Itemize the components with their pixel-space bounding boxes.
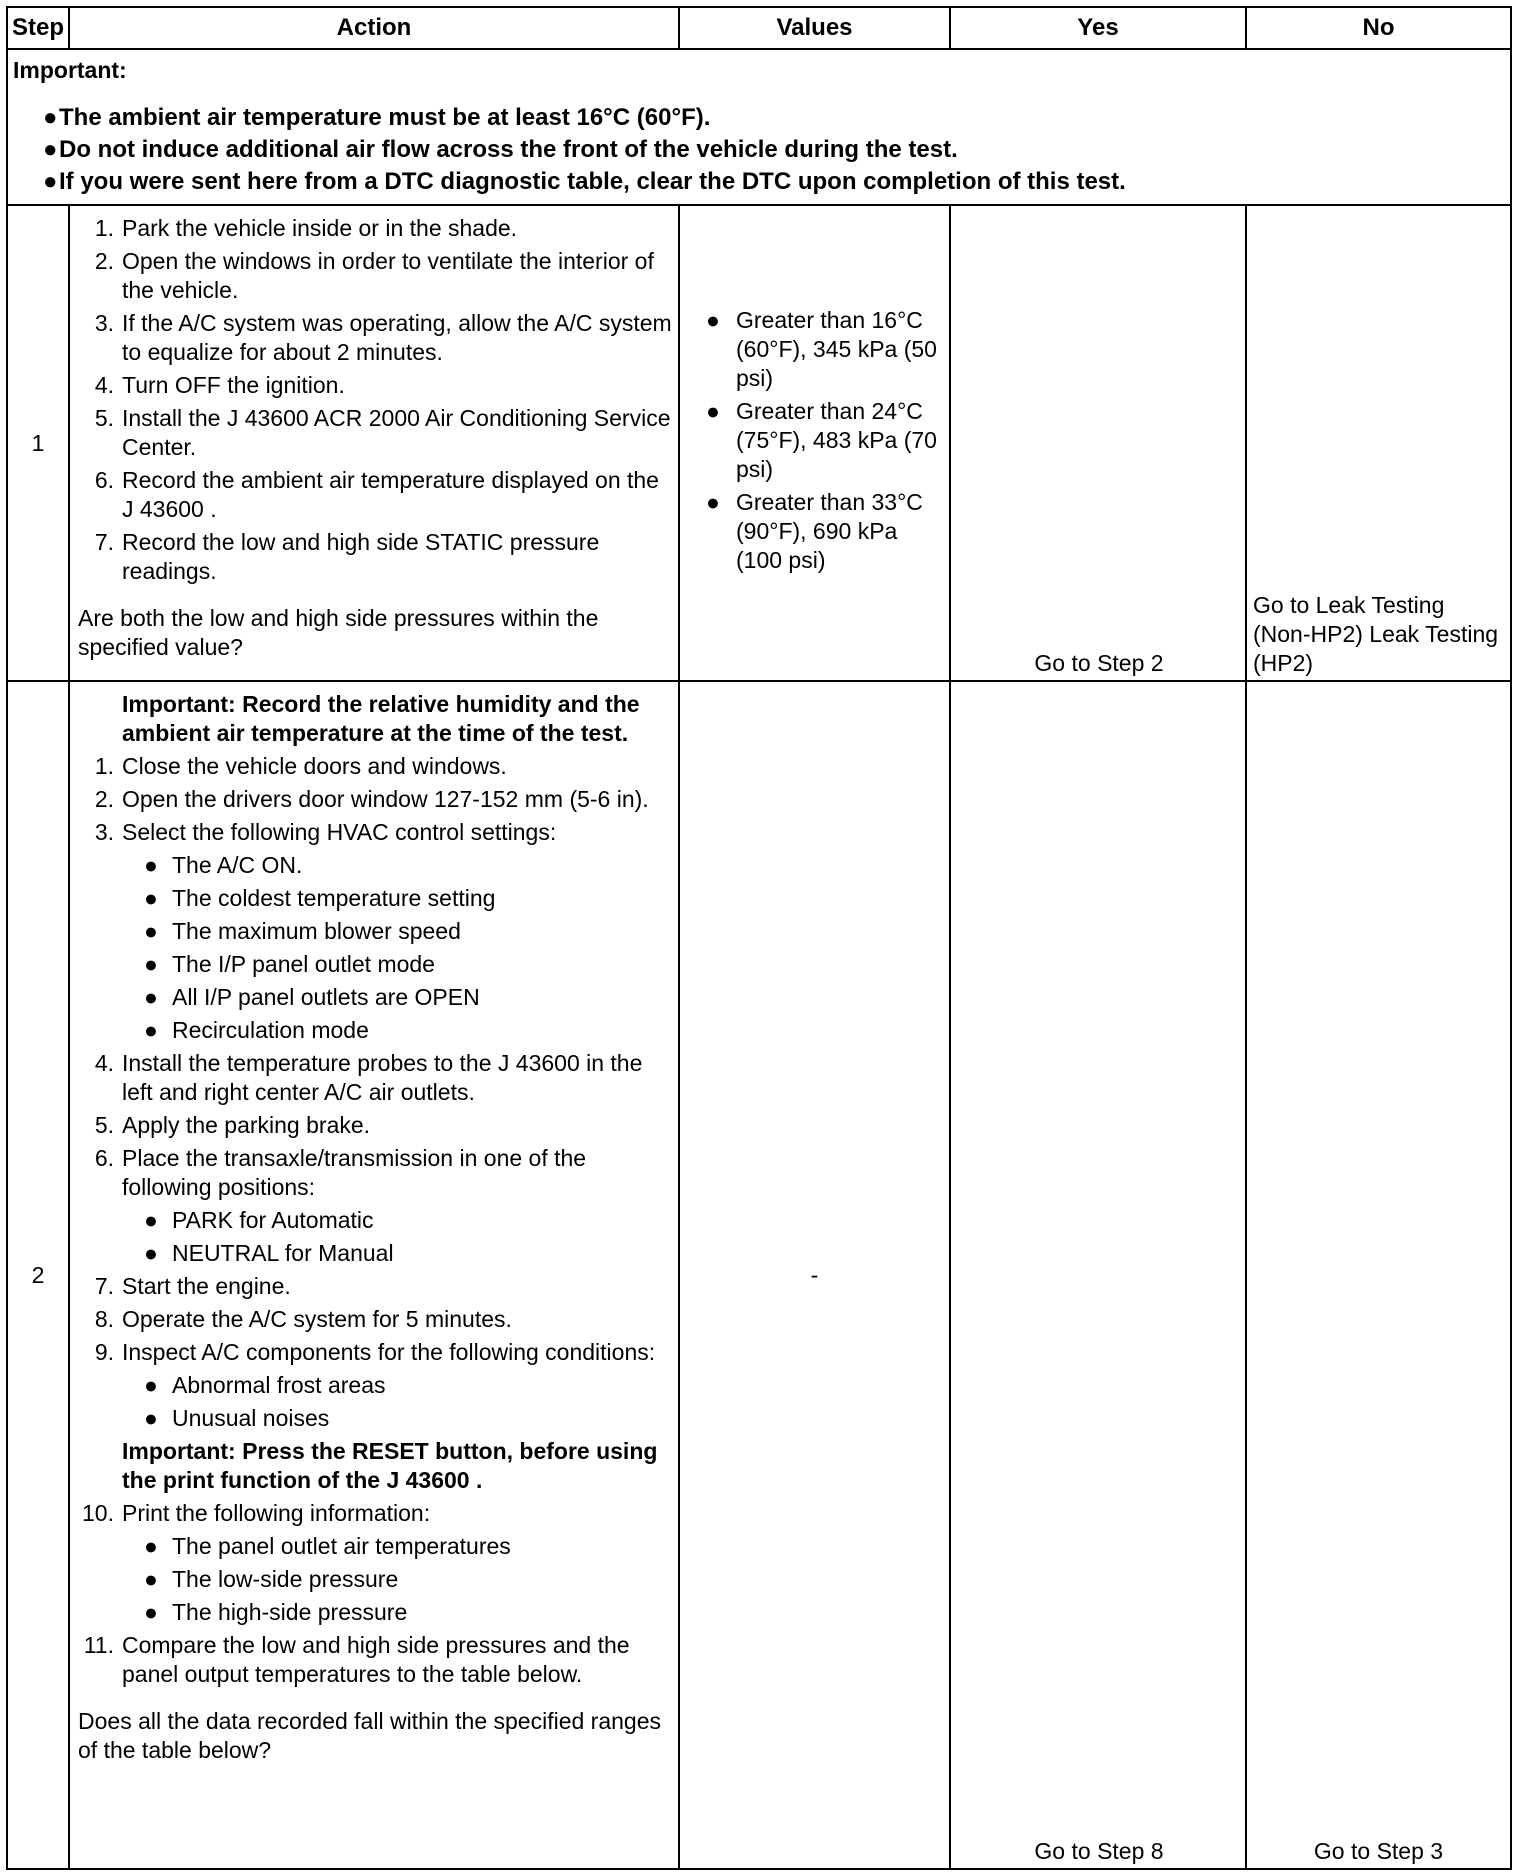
action-item: 5. Apply the parking brake. — [94, 1112, 371, 1138]
action-item: 2. Open the drivers door window 127-152 mm (5-6 in). — [94, 786, 649, 812]
step-2-yes: Go to Step 8 — [950, 681, 1246, 1869]
important-note: Important: Record the relative humidity and the ambient air temperature at the time of the test. — [122, 691, 640, 746]
step-2-action — [69, 681, 679, 1869]
action-item: 3. If the A/C system was operating, allow the A/C system to equalize for about 2 minutes. — [94, 310, 672, 365]
step-1-values-list — [684, 306, 945, 575]
action-item: 5. Install the J 43600 ACR 2000 Air Conditioning Service Center. — [94, 405, 671, 460]
transmission-positions-list — [122, 1206, 672, 1268]
important-item: ● The ambient air temperature must be at least 16°C (60°F). — [13, 102, 1506, 134]
bullet-icon: ● — [43, 136, 58, 163]
value-item: ● Greater than 24°C (75°F), 483 kPa (70 psi) — [706, 398, 937, 482]
header-step: Step — [7, 7, 69, 49]
bullet-icon: ● — [144, 1372, 158, 1398]
step-1-question: Are both the low and high side pressures within the specified value? — [78, 605, 599, 660]
bullet-icon: ● — [43, 168, 58, 195]
action-item: 4. Turn OFF the ignition. — [94, 372, 345, 398]
value-item: ● Greater than 16°C (60°F), 345 kPa (50 psi) — [706, 307, 937, 391]
action-item: 7. Record the low and high side STATIC pressure readings. — [94, 529, 600, 584]
important-title: Important: — [13, 57, 127, 83]
step-1-number: 1 — [7, 205, 69, 681]
action-item: 2. Open the windows in order to ventilate the interior of the vehicle. — [94, 248, 654, 303]
bullet-icon: ● — [43, 104, 58, 131]
action-item: 4. Install the temperature probes to the J 43600 in the left and right center A/C air outlets. — [94, 1050, 643, 1105]
step-2-values: - — [679, 681, 950, 1869]
bullet-icon: ● — [144, 1017, 158, 1043]
bullet-icon: ● — [144, 1405, 158, 1431]
step-1-row — [7, 205, 1511, 681]
action-item: 3. Select the following HVAC control settings: ● The A/C ON. ● The coldest temperature setting ● The maximum blower speed ● The I/P panel outlet mode ● All I/P panel outlets are OPEN ● Recirculation mode — [78, 818, 672, 1045]
header-no: No — [1246, 7, 1511, 49]
sub-item: ● The high-side pressure — [144, 1599, 408, 1625]
action-item: 7. Start the engine. — [94, 1273, 291, 1299]
important-item: ● If you were sent here from a DTC diagnostic table, clear the DTC upon completion of this test. — [13, 166, 1506, 198]
action-item: 9. Inspect A/C components for the following conditions: ● Abnormal frost areas ● Unusual noises — [78, 1338, 672, 1433]
step-2-row — [7, 681, 1511, 1869]
action-item: 6. Place the transaxle/transmission in one of the following positions: ● PARK for Automatic ● NEUTRAL for Manual — [78, 1144, 672, 1268]
bullet-icon: ● — [144, 984, 158, 1010]
print-info-list — [122, 1532, 672, 1627]
header-values: Values — [679, 7, 950, 49]
sub-item: ● The I/P panel outlet mode — [144, 951, 435, 977]
step-1-values — [679, 205, 950, 681]
sub-item: ● All I/P panel outlets are OPEN — [144, 984, 480, 1010]
bullet-icon: ● — [144, 885, 158, 911]
action-item: 11. Compare the low and high side pressures and the panel output temperatures to the table below. — [83, 1632, 630, 1687]
bullet-icon: ● — [144, 1533, 158, 1559]
hvac-settings-list — [122, 851, 672, 1045]
important-cell — [7, 49, 1511, 205]
sub-item: ● PARK for Automatic — [144, 1207, 374, 1233]
diagnostic-table-document — [6, 6, 1510, 1870]
important-list — [13, 102, 1506, 198]
step-1-action-list — [78, 214, 672, 586]
action-item: 1. Close the vehicle doors and windows. — [94, 753, 507, 779]
header-yes: Yes — [950, 7, 1246, 49]
sub-item: ● The coldest temperature setting — [144, 885, 496, 911]
action-item: 6. Record the ambient air temperature displayed on the J 43600 . — [94, 467, 659, 522]
action-item: 8. Operate the A/C system for 5 minutes. — [94, 1306, 512, 1332]
action-item: 10. Print the following information: ● The panel outlet air temperatures ● The low-side pressure ● The high-side pressure — [78, 1499, 672, 1627]
bullet-icon: ● — [144, 852, 158, 878]
sub-item: ● Abnormal frost areas — [144, 1372, 386, 1398]
header-row — [7, 7, 1511, 49]
conditions-list — [122, 1371, 672, 1433]
sub-item: ● The low-side pressure — [144, 1566, 399, 1592]
bullet-icon: ● — [144, 1240, 158, 1266]
step-2-action-list — [78, 752, 672, 1433]
bullet-icon: ● — [144, 1207, 158, 1233]
step-2-no: Go to Step 3 — [1246, 681, 1511, 1869]
header-action: Action — [69, 7, 679, 49]
bullet-icon: ● — [144, 918, 158, 944]
bullet-icon: ● — [144, 1566, 158, 1592]
sub-item: ● The maximum blower speed — [144, 918, 461, 944]
step-1-no: Go to Leak Testing (Non-HP2) Leak Testing (HP2) — [1246, 205, 1511, 681]
bullet-icon: ● — [706, 398, 720, 424]
value-item: ● Greater than 33°C (90°F), 690 kPa (100 psi) — [706, 489, 923, 573]
step-2-number: 2 — [7, 681, 69, 1869]
step-1-yes: Go to Step 2 — [950, 205, 1246, 681]
sub-item: ● NEUTRAL for Manual — [144, 1240, 394, 1266]
bullet-icon: ● — [706, 489, 720, 515]
diagnostic-table — [6, 6, 1512, 1870]
step-2-question: Does all the data recorded fall within the specified ranges of the table below? — [78, 1708, 662, 1763]
important-note: Important: Press the RESET button, before using the print function of the J 43600 . — [122, 1438, 658, 1493]
important-row — [7, 49, 1511, 205]
bullet-icon: ● — [144, 1599, 158, 1625]
important-item: ● Do not induce additional air flow across the front of the vehicle during the test. — [13, 134, 1506, 166]
sub-item: ● The A/C ON. — [144, 852, 303, 878]
bullet-icon: ● — [706, 307, 720, 333]
bullet-icon: ● — [144, 951, 158, 977]
sub-item: ● The panel outlet air temperatures — [144, 1533, 511, 1559]
sub-item: ● Recirculation mode — [144, 1017, 369, 1043]
step-1-action — [69, 205, 679, 681]
action-item: 1. Park the vehicle inside or in the shade. — [94, 215, 518, 241]
step-2-action-list-continued — [78, 1499, 672, 1689]
sub-item: ● Unusual noises — [144, 1405, 330, 1431]
